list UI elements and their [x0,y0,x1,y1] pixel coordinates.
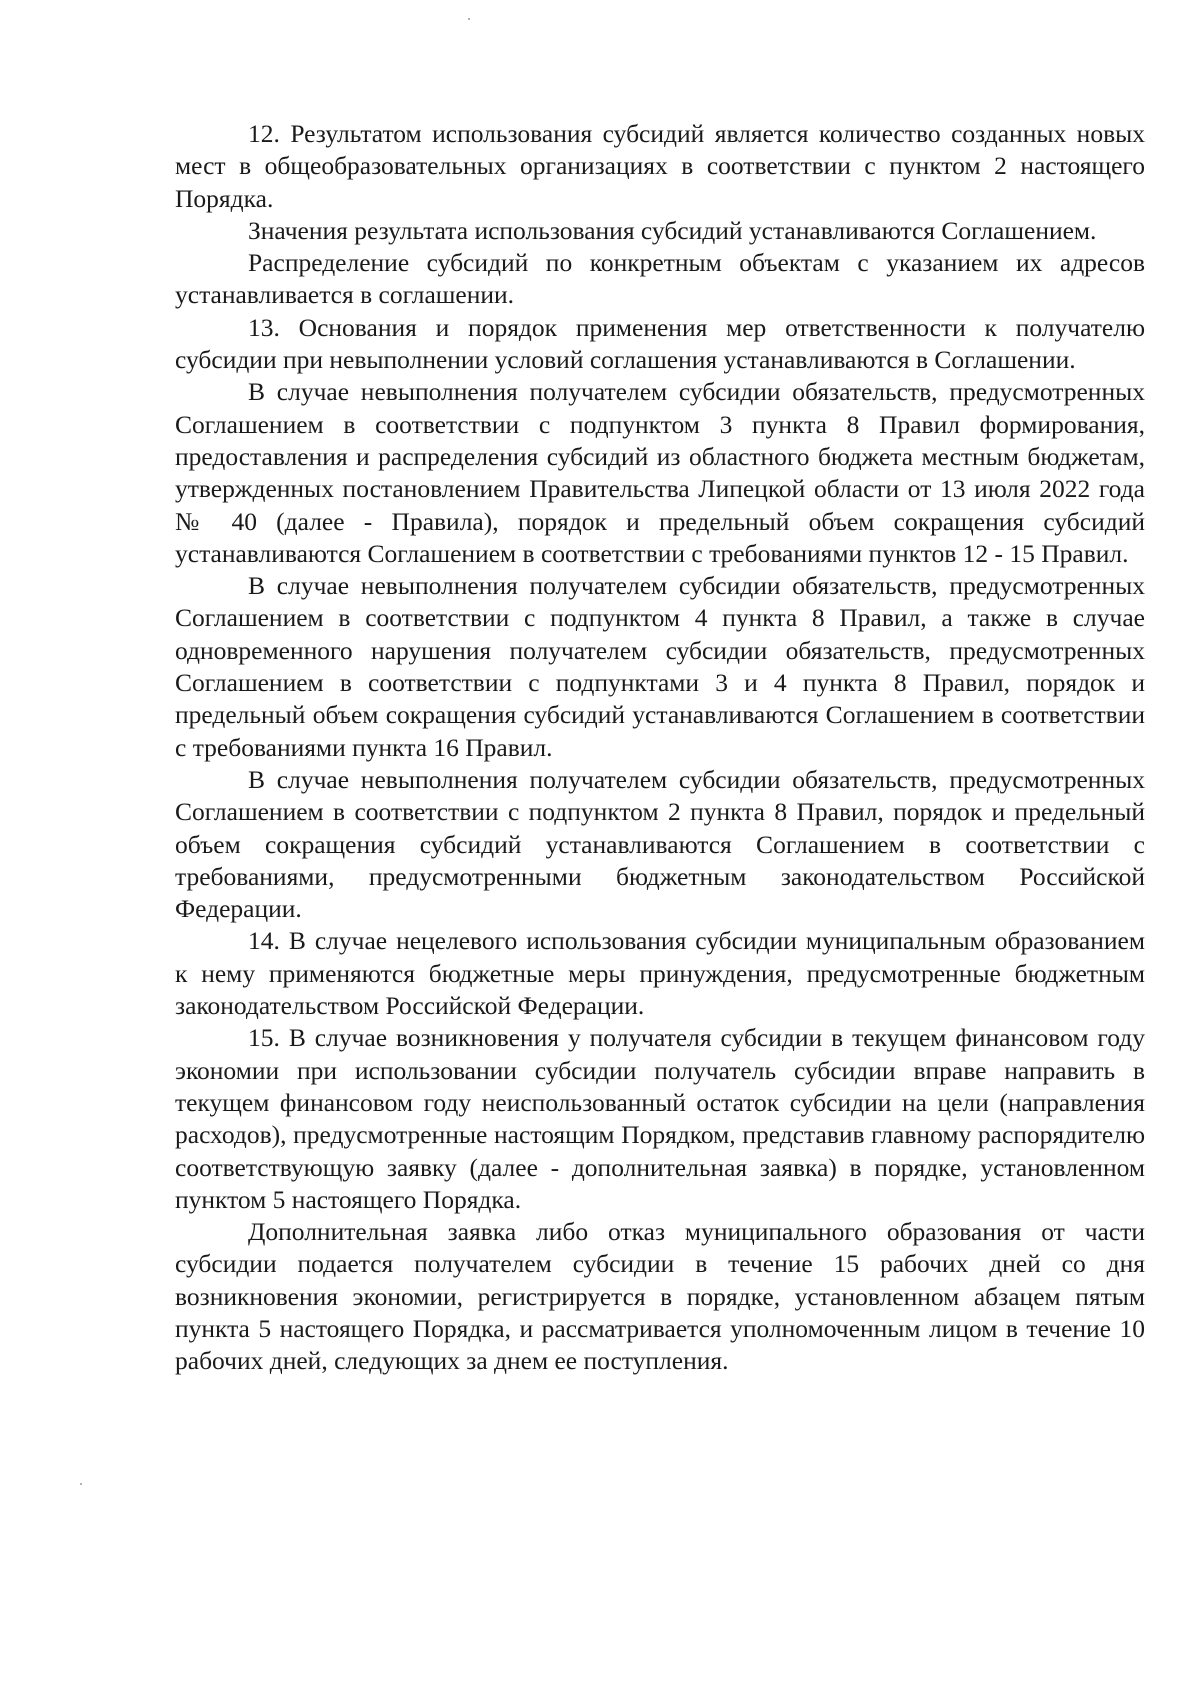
scan-speck [468,18,470,20]
paragraph: В случае невыполнения получателем субсидии обязательств, предусмотренных Соглашением в соответствии с подпунктом 3 пункта 8 Правил формирования, предоставления и распределения субсидий из областного бюджета местным бюджетам, утвержденных постановлением Правительства Липецкой области от 13 июля 2022 года № 40 (далее - Правила), порядок и предельный объем сокращения субсидий устанавливаются Соглашением в соответствии с требованиями пунктов 12 - 15 Правил. [175,377,1145,568]
paragraph: В случае невыполнения получателем субсидии обязательств, предусмотренных Соглашением в соответствии с подпунктом 2 пункта 8 Правил, порядок и предельный объем сокращения субсидий устанавливаются Соглашением в соответствии с требованиями, предусмотренными бюджетным законодательством Российской Федерации. [175,764,1145,924]
paragraph: 13. Основания и порядок применения мер ответственности к получателю субсидии при невыполнении условий соглашения устанавливаются в Соглашении. [175,312,1145,375]
paragraph: 15. В случае возникновения у получателя субсидии в текущем финансовом году экономии при использовании субсидии получатель субсидии вправе направить в текущем финансовом году неиспользованный остаток субсидии на цели (направления расходов), предусмотренные настоящим Порядком, представив главному распорядителю соответствующую заявку (далее - дополнительная заявка) в порядке, установленном пунктом 5 настоящего Порядка. [175,1023,1145,1214]
scan-speck [80,1483,82,1485]
paragraph: 14. В случае нецелевого использования субсидии муниципальным образованием к нему применяются бюджетные меры принуждения, предусмотренные бюджетным законодательством Российской Федерации. [175,926,1145,1021]
paragraph: Значения результата использования субсидий устанавливаются Соглашением. [248,215,1097,245]
paragraph: В случае невыполнения получателем субсидии обязательств, предусмотренных Соглашением в соответствии с подпунктом 4 пункта 8 Правил, а также в случае одновременного нарушения получателем субсидии обязательств, предусмотренных Соглашением в соответствии с подпунктами 3 и 4 пункта 8 Правил, порядок и предельный объем сокращения субсидий устанавливаются Соглашением в соответствии с требованиями пункта 16 Правил. [175,571,1145,762]
paragraph: 12. Результатом использования субсидий является количество созданных новых мест в общеобразовательных организациях в соответствии с пунктом 2 настоящего Порядка. [175,119,1145,213]
paragraph: Распределение субсидий по конкретным объектам с указанием их адресов устанавливается в соглашении. [175,248,1145,310]
document-body [175,118,1145,1378]
paragraph: Дополнительная заявка либо отказ муниципального образования от части субсидии подается получателем субсидии в течение 15 рабочих дней со дня возникновения экономии, регистрируется в порядке, установленном абзацем пятым пункта 5 настоящего Порядка, и рассматривается уполномоченным лицом в течение 10 рабочих дней, следующих за днем ее поступления. [175,1217,1145,1376]
